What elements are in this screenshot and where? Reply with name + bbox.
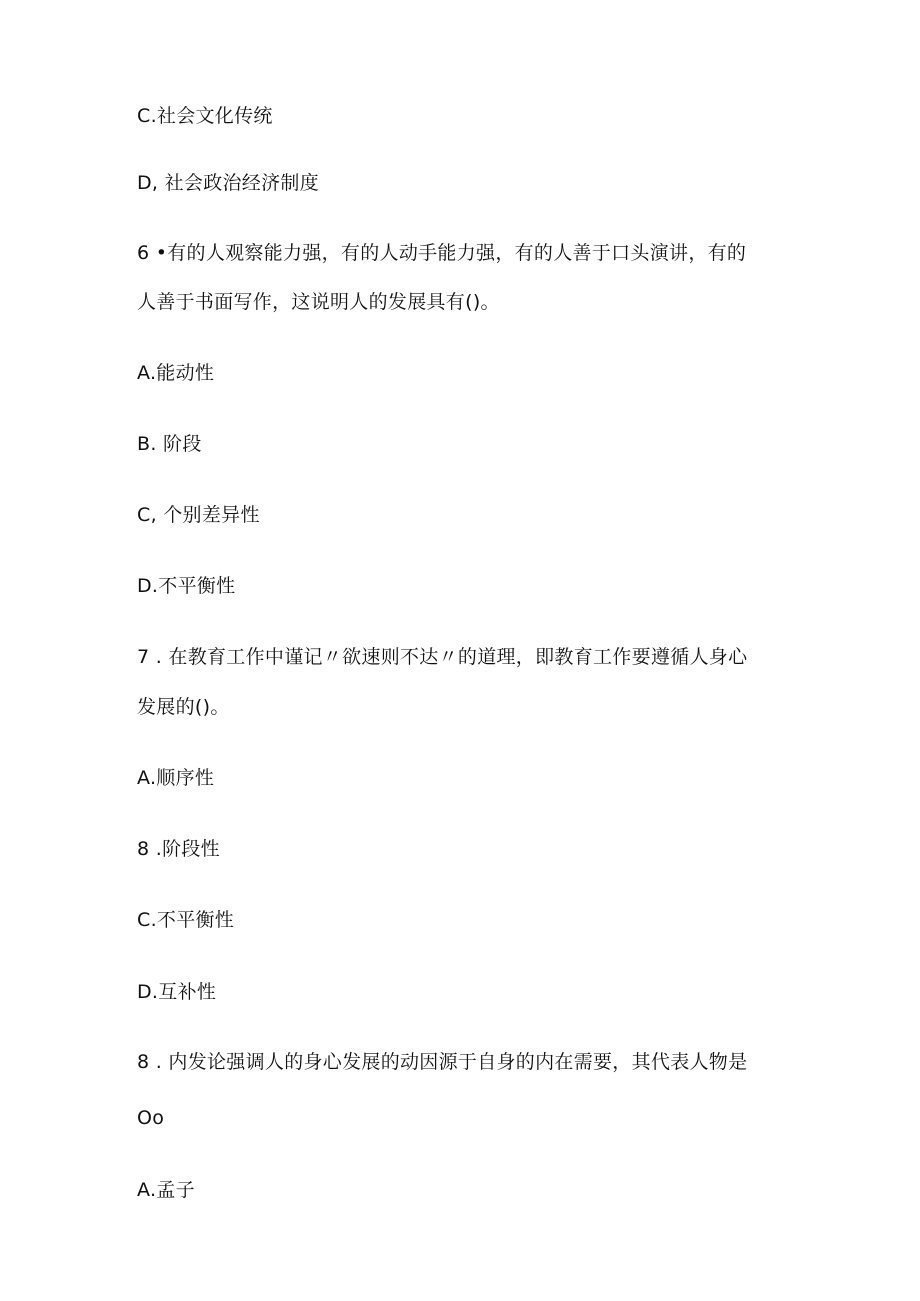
question-7-line-1: 7 . 在教育工作中谨记〃欲速则不达〃的道理，即教育工作要遵循人身心 [137,646,748,668]
option-a-q6: A.能动性 [137,362,215,384]
option-c-q7: C.不平衡性 [137,909,235,931]
option-a-q7: A.顺序性 [137,767,215,789]
option-c-q6: C, 个别差异性 [137,504,260,526]
question-6-line-2: 人善于书面写作，这说明人的发展具有()。 [137,291,500,313]
option-b-q7: 8 .阶段性 [137,838,220,860]
question-8-line-2: Oo [137,1107,165,1129]
option-a-q8: A.孟子 [137,1179,195,1201]
option-d-q7: D.互补性 [137,981,217,1003]
option-d-q6: D.不平衡性 [137,575,236,597]
option-b-q6: B. 阶段 [137,433,202,455]
question-6-line-1: 6 •有的人观察能力强，有的人动手能力强，有的人善于口头演讲，有的 [137,242,747,264]
option-c-q5: C.社会文化传统 [137,105,273,127]
option-d-q5: D, 社会政治经济制度 [137,172,320,194]
question-7-line-2: 发展的()。 [137,696,230,718]
question-8-line-1: 8 . 内发论强调人的身心发展的动因源于自身的内在需要，其代表人物是 [137,1051,748,1073]
